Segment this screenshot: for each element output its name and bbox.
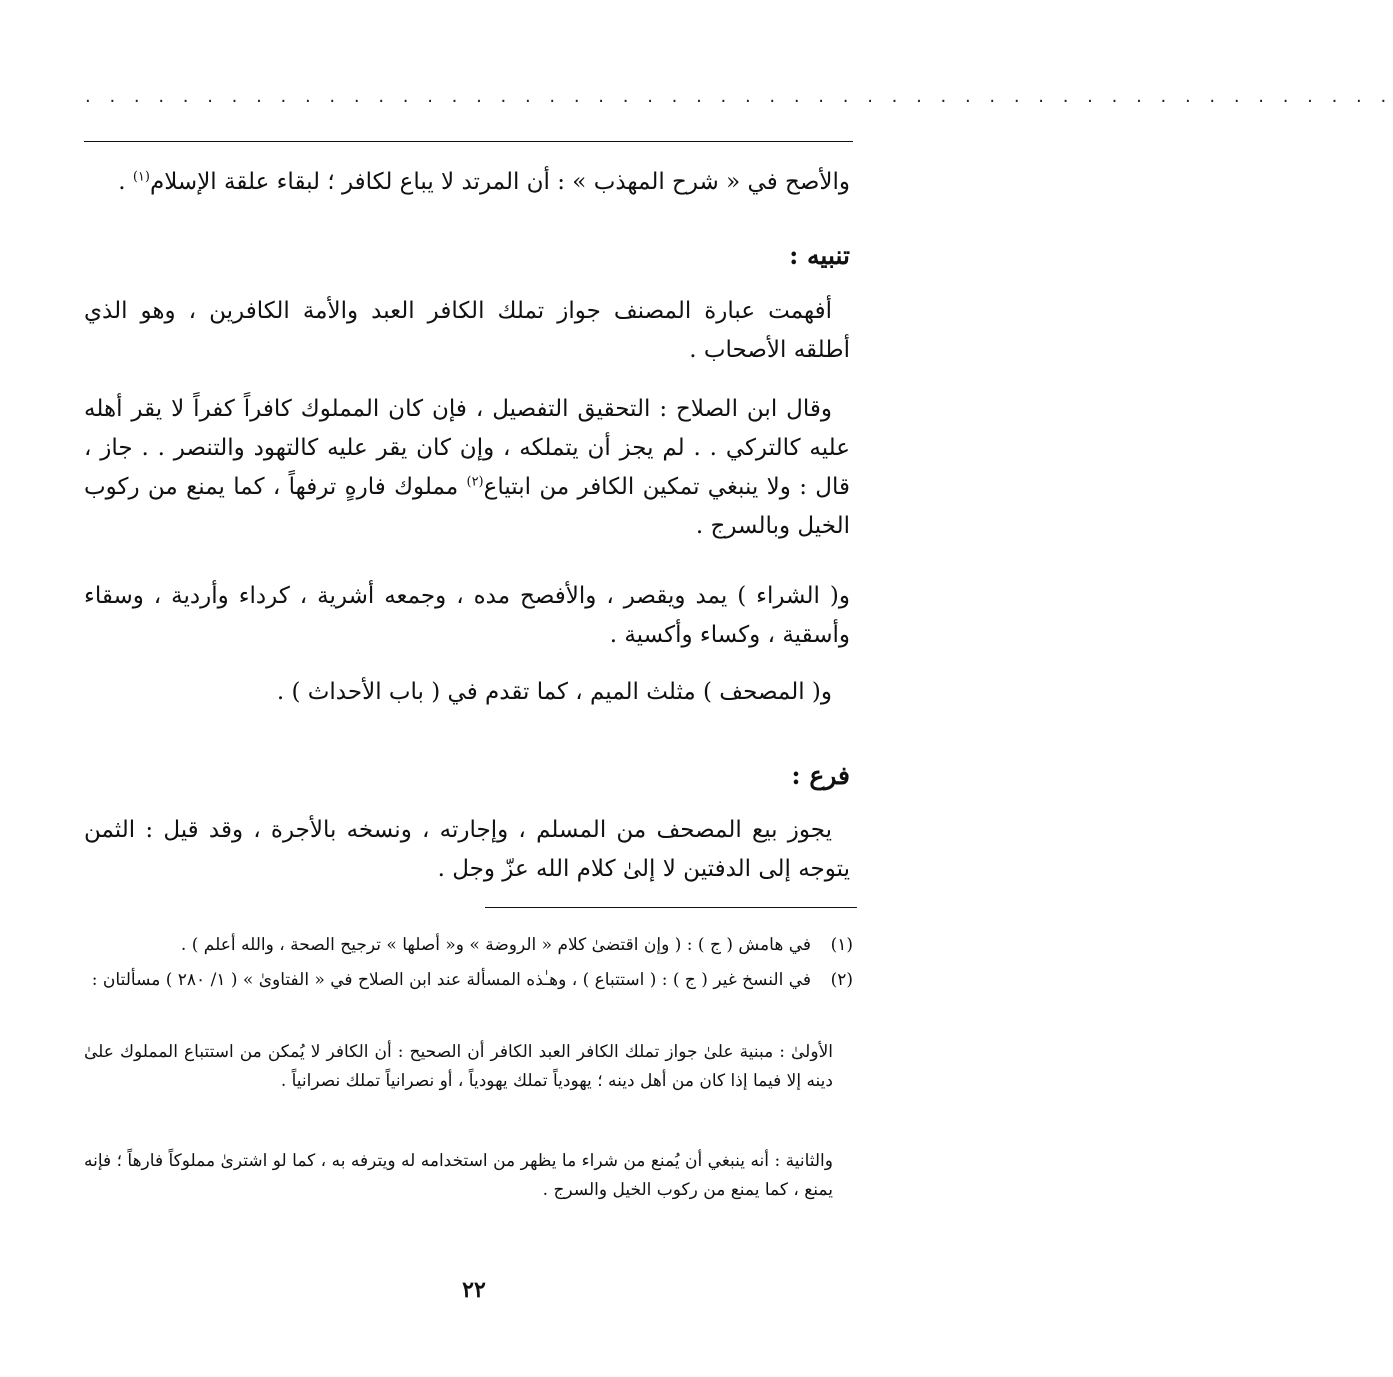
footnote-2-second-issue: والثانية : أنه ينبغي أن يُمنع من شراء ما يظهر من استخدامه له ويترفه به ، كما لو اشترىٰ مملوكاً فارهاً ؛ فإنه يمنع ، كما يمنع من ركوب الخيل والسرج .	[84, 1151, 833, 1200]
page-number: ٢٢	[462, 1277, 486, 1303]
footnote-2	[84, 966, 853, 995]
footnote-2-first-issue: الأولىٰ : مبنية علىٰ جواز تملك الكافر العبد الكافر أن الصحيح : أن الكافر لا يُمكن من استتباع المملوك علىٰ دينه إلا فيما إذا كان من أهل دينه ؛ يهودياً تملك يهودياً ، أو نصرانياً تملك نصرانياً .	[84, 1042, 833, 1091]
paragraph-murtad	[84, 163, 850, 202]
footnote-text: في هامش ( ج ) : ( وإن اقتضىٰ كلام « الروضة » و« أصلها » ترجيح الصحة ، والله أعلم ) .	[180, 935, 811, 955]
footnote-number: (٢)	[830, 970, 853, 990]
paragraph-end: .	[118, 169, 133, 195]
heading-tanbih: تنبيه :	[789, 241, 850, 270]
footnote-rule	[485, 907, 857, 908]
footnote-ref-2[interactable]: (٢)	[466, 474, 484, 490]
heading-far: فرع :	[791, 761, 850, 790]
paragraph-text: والأصح في « شرح المهذب » : أن المرتد لا يباع لكافر ؛ لبقاء علقة الإسلام	[149, 169, 850, 195]
paragraph-bay-mushaf: يجوز بيع المصحف من المسلم ، وإجارته ، ونسخه بالأجرة ، وقد قيل : الثمن يتوجه إلى الدفتين لا إلىٰ كلام الله عزّ وجل .	[84, 817, 850, 882]
paragraph-shira: و( الشراء ) يمد ويقصر ، والأفصح مده ، وجمعه أشرية ، كرداء وأردية ، وسقاء وأسقية ، وكساء وأكسية .	[84, 583, 850, 648]
paragraph-ibn-salah	[84, 390, 850, 546]
footnote-number: (١)	[830, 935, 853, 955]
footnote-1	[84, 931, 853, 960]
footnote-text: في النسخ غير ( ج ) : ( استتباع ) ، وهـٰذه المسألة عند ابن الصلاح في « الفتاوىٰ » ( ١/ ٢٨٠ ) مسألتان :	[91, 970, 811, 990]
top-rule	[84, 141, 853, 142]
dotted-separator: . . . . . . . . . . . . . . . . . . . . . . . . . . . . . . . . . . . . . . . . . . . . . . . . . . . . . .	[85, 86, 1393, 107]
paragraph-text: وقال ابن الصلاح : التحقيق التفصيل ، فإن كان المملوك كافراً كفراً لا يقر أهله عليه كالتركي . . لم يجز أن يتملكه ، وإن كان يقر عليه كالتهود والتنصر . . جاز ، قال : ولا ينبغي تمكين الكافر من ابتياع	[84, 396, 850, 500]
paragraph-text-cont: مملوك فارهٍ ترفهاً ، كما يمنع من ركوب الخيل وبالسرج .	[84, 474, 850, 539]
paragraph-mushaf: و( المصحف ) مثلث الميم ، كما تقدم في ( باب الأحداث ) .	[276, 679, 832, 705]
footnote-ref-1[interactable]: (١)	[132, 169, 150, 185]
paragraph-tanbih: أفهمت عبارة المصنف جواز تملك الكافر العبد والأمة الكافرين ، وهو الذي أطلقه الأصحاب .	[84, 298, 850, 363]
